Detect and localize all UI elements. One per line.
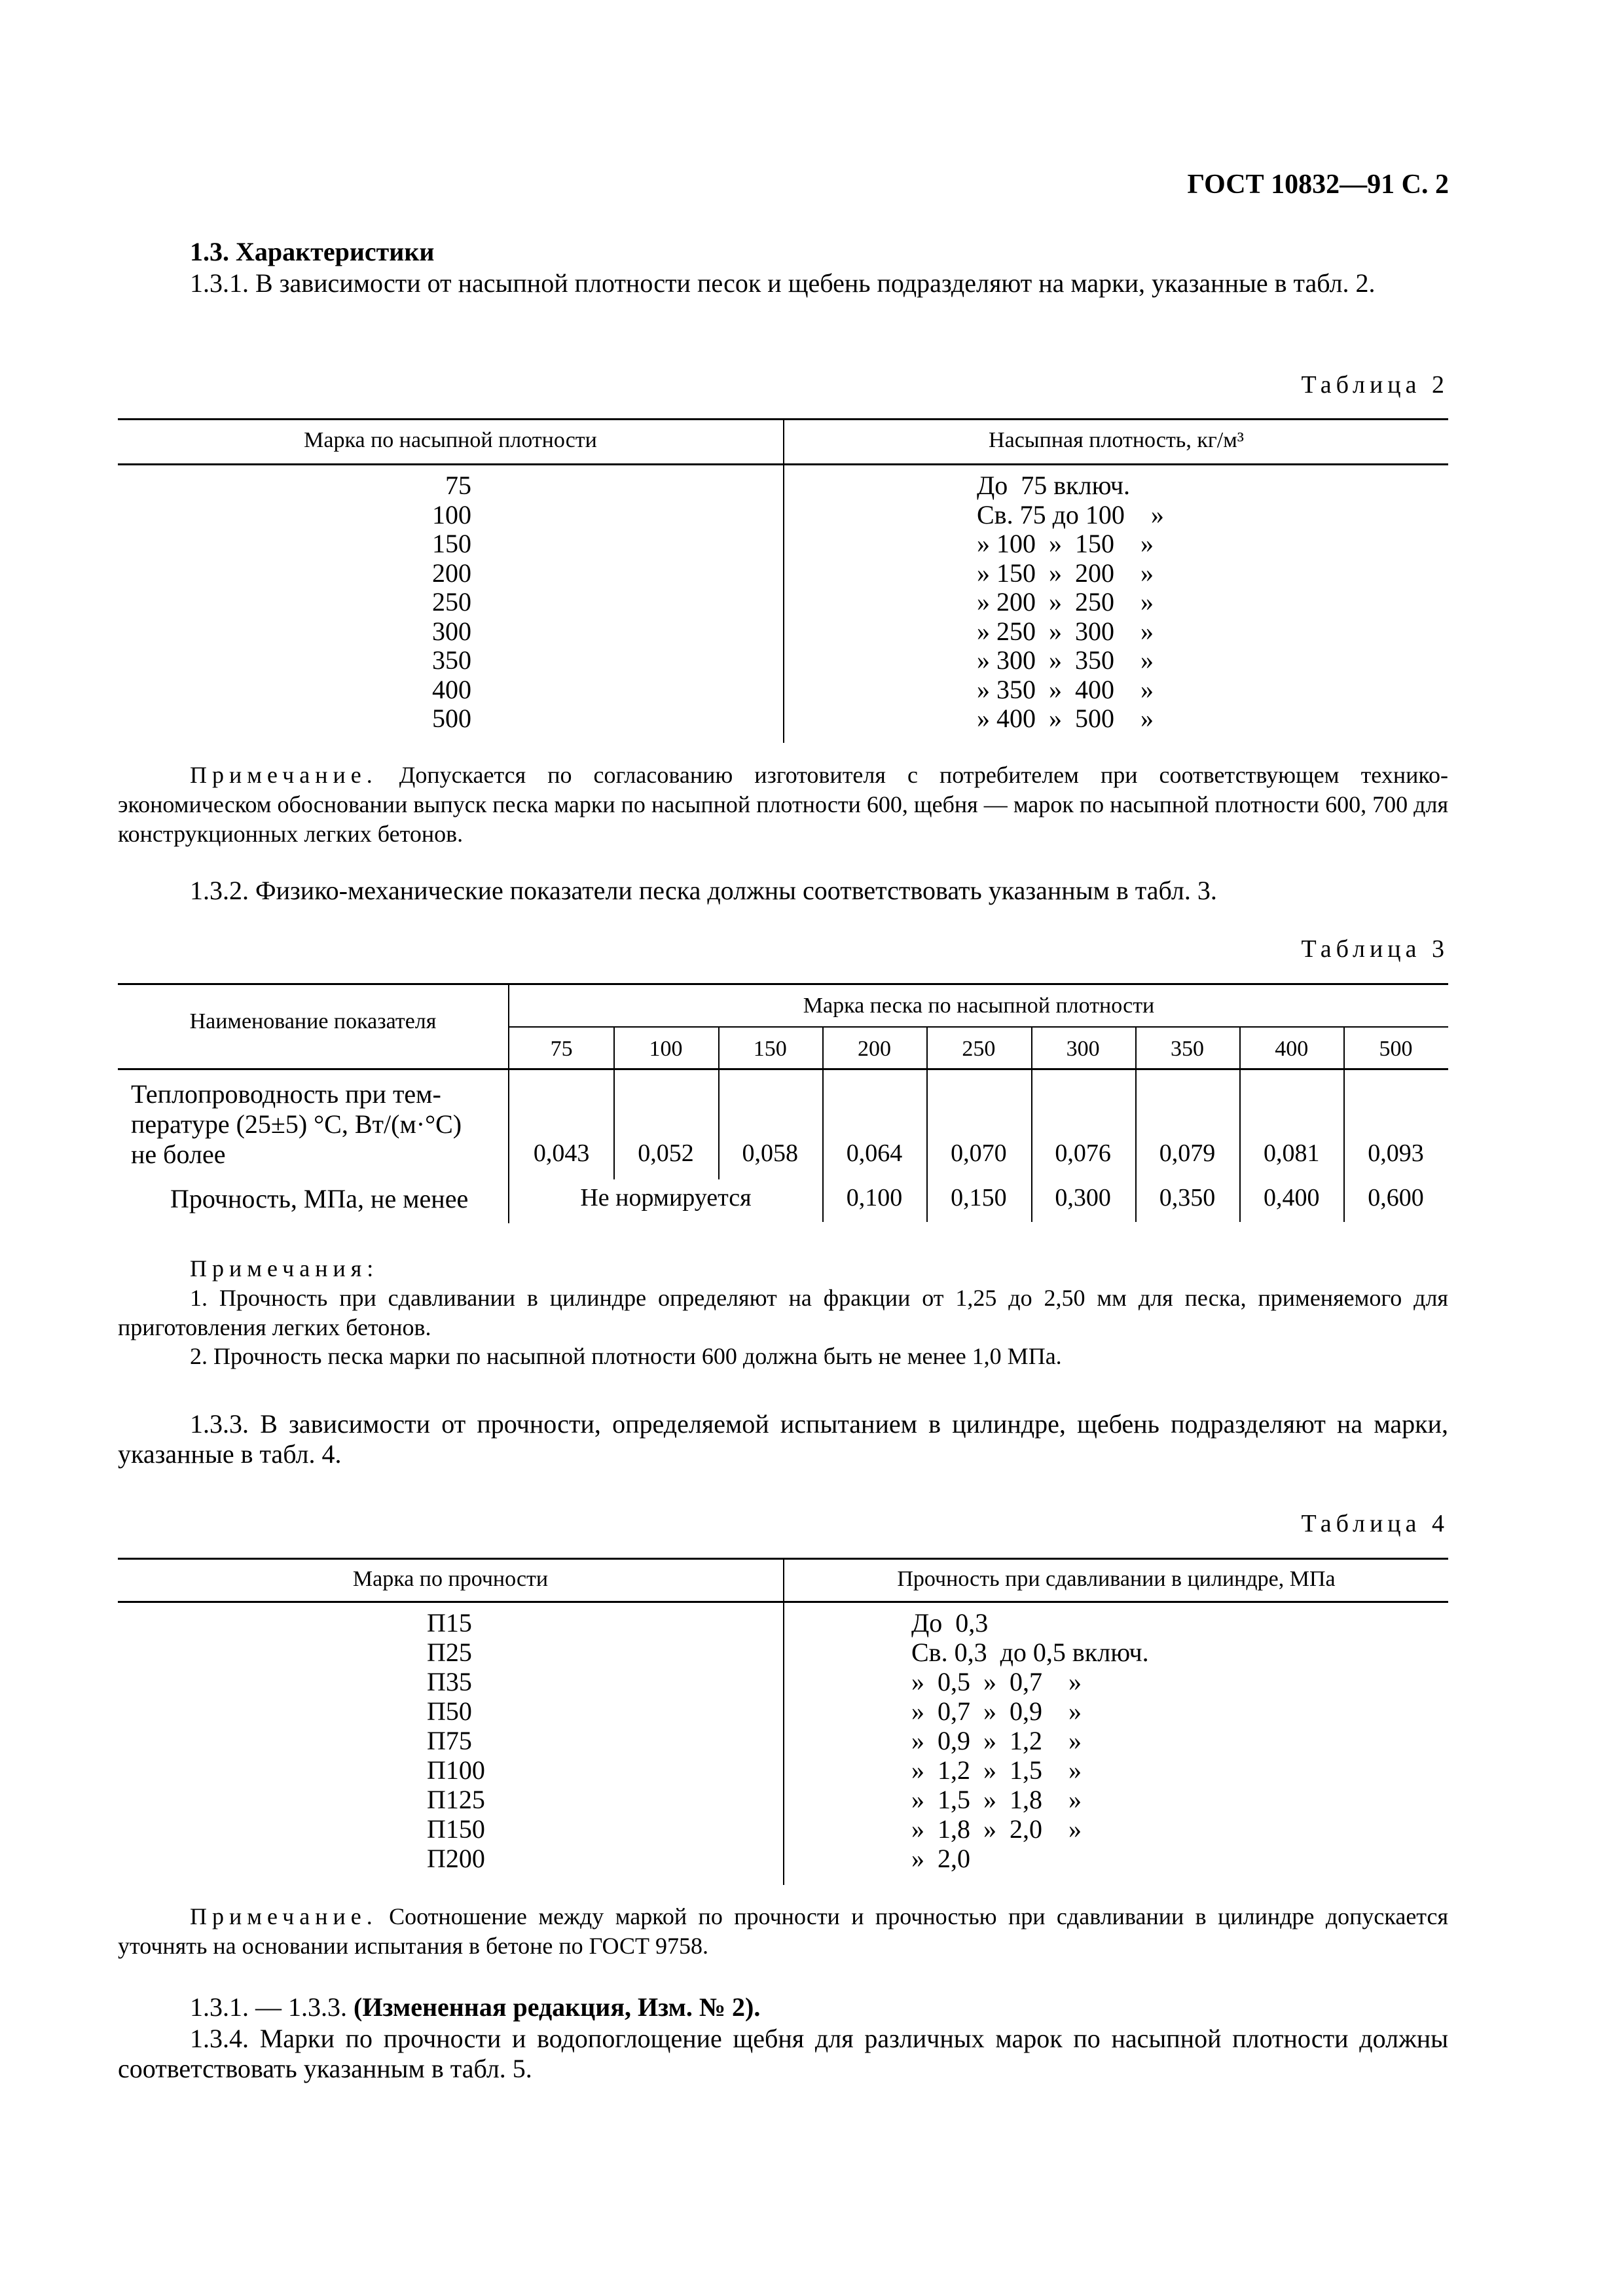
table3-strength-value: 0,350 bbox=[1159, 1184, 1216, 1211]
table3-strength-value: 0,600 bbox=[1368, 1184, 1424, 1211]
table2-density-cell: До 75 включ. bbox=[977, 471, 1131, 500]
table4-caption: Таблица 4 bbox=[1301, 1510, 1449, 1537]
table3-not-normalized: Не нормируется bbox=[580, 1184, 752, 1211]
table2-grade-cell: 350 bbox=[432, 645, 471, 675]
paragraph-1-3-4: 1.3.4. Марки по прочности и водопоглощение щебня для различных марок по насыпной плотности должны соответствовать указанным в табл. 5. bbox=[118, 2024, 1448, 2083]
table3-grade-header: 350 bbox=[1170, 1037, 1204, 1061]
table3-group-header: Марка песка по насыпной плотности bbox=[803, 994, 1155, 1018]
table2-grade-cell: 500 bbox=[432, 704, 471, 733]
table2-grade-cell: 200 bbox=[432, 558, 471, 588]
table4-column-divider bbox=[783, 1559, 784, 1885]
table2-grade-cell: 75 bbox=[445, 471, 471, 500]
table2-grade-cell: 100 bbox=[432, 499, 471, 529]
table2-grade-cell: 300 bbox=[432, 616, 471, 646]
table4-strength-cell: » 0,7 » 0,9 » bbox=[911, 1696, 1082, 1726]
table2-density-cell: » 400 » 500 » bbox=[977, 704, 1154, 733]
table3-conductivity-value: 0,093 bbox=[1368, 1139, 1424, 1167]
table4-strength-cell: » 2,0 bbox=[911, 1844, 970, 1873]
table3-grade-header: 300 bbox=[1066, 1037, 1100, 1061]
table3-row1-label-line: не более bbox=[131, 1139, 226, 1169]
table3-conductivity-value: 0,081 bbox=[1263, 1139, 1320, 1167]
table4-strength-cell: » 1,5 » 1,8 » bbox=[911, 1785, 1082, 1814]
table2-caption: Таблица 2 bbox=[1301, 371, 1449, 399]
table3-col1-header: Наименование показателя bbox=[189, 1009, 437, 1033]
table3-conductivity-value: 0,076 bbox=[1055, 1139, 1111, 1167]
table3-header-rule bbox=[118, 1068, 1448, 1070]
table3-row1-label-line: Теплопроводность при тем- bbox=[131, 1079, 441, 1109]
table3-strength-value: 0,150 bbox=[951, 1184, 1007, 1211]
table4-col2-header: Прочность при сдавливании в цилиндре, МПа bbox=[897, 1567, 1336, 1591]
table3-conductivity-value: 0,079 bbox=[1159, 1139, 1216, 1167]
table3-grade-header: 100 bbox=[649, 1037, 683, 1061]
document-header: ГОСТ 10832—91 С. 2 bbox=[1187, 170, 1449, 200]
table4-grade-cell: П200 bbox=[427, 1844, 485, 1873]
table2-grade-cell: 400 bbox=[432, 674, 471, 704]
table2-note bbox=[118, 761, 1448, 849]
table2-density-cell: Св. 75 до 100 » bbox=[977, 499, 1164, 529]
table2-col2-header bbox=[784, 428, 1448, 453]
table3-note-2: 2. Прочность песка марки по насыпной плотности 600 должна быть не менее 1,0 МПа. bbox=[190, 1343, 1062, 1369]
table3-group-rule bbox=[509, 1026, 1448, 1028]
table2-col1-header: Марка по насыпной плотности bbox=[304, 428, 597, 452]
table3-note-1: 1. Прочность при сдавливании в цилиндре определяют на фракции от 1,25 до 2,50 мм для песка, применяемого для приготовления легких бетонов. bbox=[118, 1285, 1448, 1340]
table2-note-label: Примечание. bbox=[190, 762, 378, 788]
table4-strength-cell: » 1,8 » 2,0 » bbox=[911, 1814, 1082, 1844]
table4-strength-cell: До 0,3 bbox=[911, 1608, 989, 1638]
table4-strength-cell: » 0,5 » 0,7 » bbox=[911, 1667, 1082, 1696]
table3-conductivity-value: 0,064 bbox=[846, 1139, 903, 1167]
table3-caption: Таблица 3 bbox=[1301, 935, 1449, 963]
table3-row2-label: Прочность, МПа, не менее bbox=[170, 1184, 469, 1213]
table2-density-cell: » 200 » 250 » bbox=[977, 587, 1154, 617]
table2-density-cell: » 250 » 300 » bbox=[977, 616, 1154, 646]
table2-density-cell: » 100 » 150 » bbox=[977, 529, 1154, 558]
table4-col1-header: Марка по прочности bbox=[352, 1567, 549, 1591]
table3-conductivity-value: 0,043 bbox=[533, 1139, 590, 1167]
table2-density-cell: » 300 » 350 » bbox=[977, 645, 1154, 675]
table4-note bbox=[118, 1902, 1448, 1961]
table4-grade-cell: П150 bbox=[427, 1814, 485, 1844]
table3-grade-header: 150 bbox=[753, 1037, 787, 1061]
amendment-range: 1.3.1. — 1.3.3. bbox=[190, 1992, 347, 2022]
table3-strength-value: 0,300 bbox=[1055, 1184, 1111, 1211]
table2-density-cell: » 350 » 400 » bbox=[977, 674, 1154, 704]
table2-density-cell: » 150 » 200 » bbox=[977, 558, 1154, 588]
table3-strength-value: 0,100 bbox=[846, 1184, 903, 1211]
table3-conductivity-value: 0,052 bbox=[638, 1139, 694, 1167]
table3-grade-header: 400 bbox=[1275, 1037, 1309, 1061]
table4-strength-cell: » 1,2 » 1,5 » bbox=[911, 1755, 1082, 1785]
table3-grade-header: 75 bbox=[550, 1037, 573, 1061]
table2-column-divider bbox=[783, 420, 784, 743]
table3-conductivity-value: 0,070 bbox=[951, 1139, 1007, 1167]
paragraph-1-3-1-3-3 bbox=[118, 1992, 1448, 2022]
table2-col2-header-text: Насыпная плотность, кг/м³ bbox=[989, 428, 1244, 452]
table4-grade-cell: П125 bbox=[427, 1785, 485, 1814]
table4-grade-cell: П15 bbox=[427, 1608, 472, 1638]
table3-grade-header: 250 bbox=[962, 1037, 996, 1061]
table4-strength-cell: Св. 0,3 до 0,5 включ. bbox=[911, 1638, 1149, 1667]
paragraph-1-3-1: 1.3.1. В зависимости от насыпной плотности песок и щебень подразделяют на марки, указанные в табл. 2. bbox=[190, 268, 1376, 298]
amendment-note: (Измененная редакция, Изм. № 2). bbox=[354, 1992, 761, 2022]
table2-grade-cell: 250 bbox=[432, 587, 471, 617]
table3-strength-value: 0,400 bbox=[1263, 1184, 1320, 1211]
table2-grade-cell: 150 bbox=[432, 529, 471, 558]
table4-grade-cell: П50 bbox=[427, 1696, 472, 1726]
paragraph-1-3-3: 1.3.3. В зависимости от прочности, определяемой испытанием в цилиндре, щебень подразделяют на марки, указанные в табл. 4. bbox=[118, 1409, 1448, 1469]
table3-top-rule bbox=[118, 983, 1448, 985]
table4-note-text: Соотношение между маркой по прочности и прочностью при сдавливании в цилиндре допускается уточнять на основании испытания в бетоне по ГОСТ 9758. bbox=[118, 1903, 1449, 1959]
table4-grade-cell: П25 bbox=[427, 1638, 472, 1667]
table3-notes-label: Примечания: bbox=[190, 1255, 379, 1282]
table3-grade-header: 200 bbox=[858, 1037, 892, 1061]
table3-row1-label-line: пературе (25±5) °С, Вт/(м·°С) bbox=[131, 1109, 462, 1139]
table2-note-text: Допускается по согласованию изготовителя с потребителем при соответствующем технико-экономическом обосновании выпуск песка марки по насыпной плотности 600, щебня — марок по насыпной плотности 600, 700 для конструкционных легких бетонов. bbox=[118, 762, 1448, 847]
table4-grade-cell: П100 bbox=[427, 1755, 485, 1785]
table3-conductivity-value: 0,058 bbox=[742, 1139, 798, 1167]
paragraph-1-3-2: 1.3.2. Физико-механические показатели песка должны соответствовать указанным в табл. 3. bbox=[190, 876, 1217, 905]
table4-note-label: Примечание. bbox=[190, 1903, 378, 1929]
table4-strength-cell: » 0,9 » 1,2 » bbox=[911, 1726, 1082, 1755]
table4-grade-cell: П75 bbox=[427, 1726, 472, 1755]
table3-grade-header: 500 bbox=[1379, 1037, 1413, 1061]
table4-grade-cell: П35 bbox=[427, 1667, 472, 1696]
section-title: 1.3. Характеристики bbox=[190, 237, 435, 266]
